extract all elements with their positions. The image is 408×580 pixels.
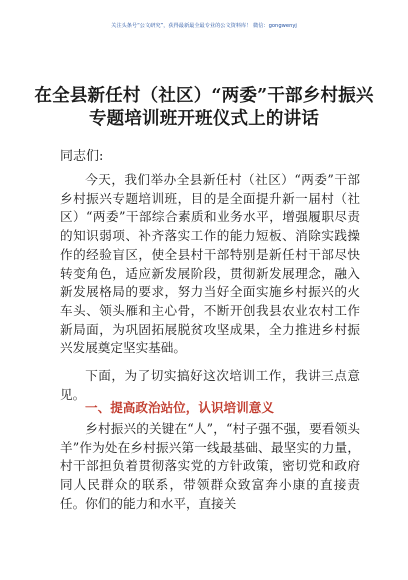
body-paragraph-section-1: 乡村振兴的关键在“人”，“村子强不强，要看领头羊”作为处在乡村振兴第一线最基础、最坚实的力量，村干部担负着贯彻落实党的方针政策，密切党和政府同人民群众的联系，带领群众致富奔小康的直接责任。你们的能力和水平，直接关 <box>60 421 360 511</box>
section-heading-1: 一、提高政治站位，认识培训意义 <box>85 400 274 415</box>
salutation: 同志们: <box>60 149 104 164</box>
header-banner: 关注头条号“公文研究”，获得最新最全最专业的公文资料库！ 微信：gongwenyj <box>111 23 297 29</box>
body-paragraph-transition: 下面，为了切实搞好这次培训工作，我讲三点意见。 <box>60 368 360 402</box>
document-title-line-2: 专题培训班开班仪式上的讲话 <box>88 109 320 129</box>
document-title-line-1: 在全县新任村（社区）“两委”干部乡村振兴 <box>34 86 374 106</box>
body-paragraph-intro: 今天，我们举办全县新任村（社区）“两委”干部乡村振兴专题培训班，目的是全面提升新一届村（社区）“两委”干部综合素质和业务水平，增强履职尽责的知识弱项、补齐落实工作的能力短板、消除实践操作的经验盲区，使全县村干部特别是新任村干部尽快转变角色，适应新发展阶段，贯彻新发展理念，融入新发展格局的要求，努力当好全面实施乡村振兴的火车头、领头雁和主心骨，不断开创我县农业农村工作新局面，为巩固拓展脱贫攻坚成果，全力推进乡村振兴发展奠定坚实基础。 <box>60 172 360 356</box>
